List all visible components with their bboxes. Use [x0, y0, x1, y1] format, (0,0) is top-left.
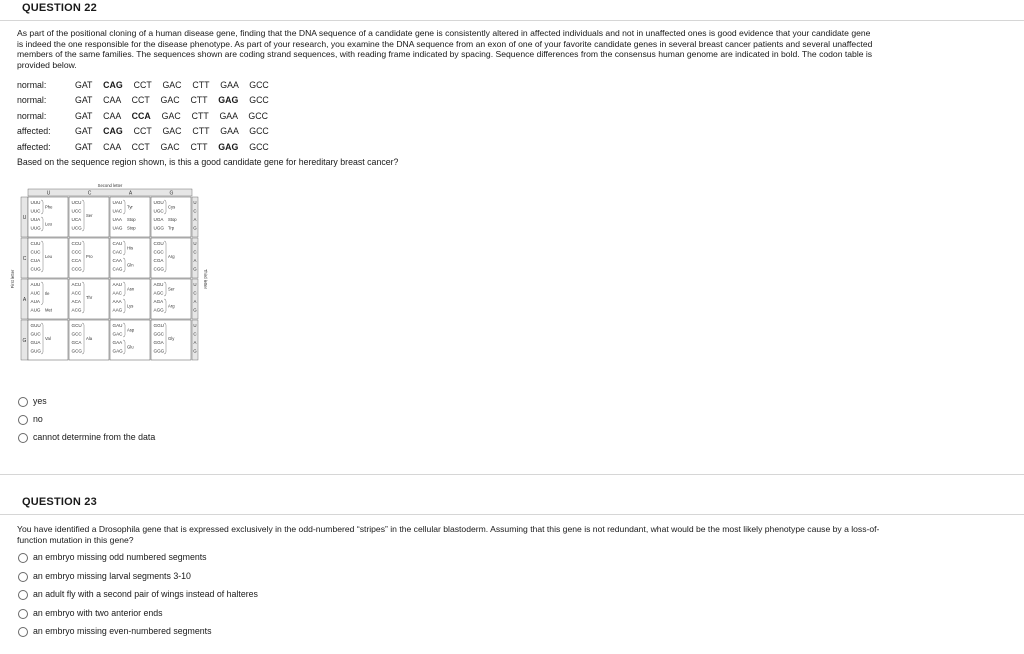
codon-label: UUU	[30, 200, 41, 205]
codon-label: CUU	[30, 241, 41, 246]
codon-label: AUC	[30, 290, 41, 296]
amino-acid-label: Stop	[127, 225, 136, 231]
codon: CAG	[103, 126, 123, 136]
option-label: an embryo with two anterior ends	[33, 608, 163, 618]
codon: CCT	[133, 80, 152, 90]
codon: GAC	[160, 142, 180, 152]
codon: GAG	[218, 142, 239, 152]
codon: GCC	[249, 126, 269, 136]
sequence-label: affected:	[17, 126, 51, 136]
radio-button[interactable]	[18, 397, 28, 407]
codon-label: UCC	[71, 208, 82, 214]
codon-label: GAU	[112, 323, 123, 328]
intro-line: As part of the positional cloning of a human disease gene, finding that the DNA sequence of a candidate gene is consistently altered in affected individuals and not in unaffected ones is good evidence that your candidate gene	[17, 28, 871, 38]
second-letter-label: G	[169, 190, 174, 197]
codon-label: GGC	[153, 331, 164, 337]
second-letter-label: A	[128, 190, 133, 197]
intro-line: is indeed the one responsible for the disease phenotype. As part of your research, you examine the DNA sequence from an exon of one of your favorite candidate genes in several breast cancer patients and several unaffected	[17, 38, 873, 49]
option-label: no	[33, 414, 43, 424]
codon: GAA	[219, 111, 238, 121]
sequence-codons	[75, 95, 269, 105]
third-letter-label: U	[193, 241, 197, 246]
first-letter-label: A	[22, 297, 27, 303]
codon-label: UUC	[30, 208, 41, 214]
codon-label: UGG	[153, 225, 164, 231]
codon-label: UCA	[71, 217, 82, 222]
codon-label: GCA	[71, 340, 82, 345]
first-letter-label: C	[22, 256, 27, 262]
third-letter-label: C	[193, 331, 197, 337]
option-label: an embryo missing odd numbered segments	[33, 552, 207, 562]
codon-label: ACC	[71, 290, 82, 296]
second-letter-header	[28, 189, 192, 196]
codon-label: CAG	[112, 266, 123, 272]
codon-label: GAC	[112, 331, 123, 337]
third-letter-label: G	[193, 225, 197, 231]
sequence-label: normal:	[17, 111, 47, 121]
codon: GAT	[75, 126, 93, 136]
amino-acid-label: Gln	[127, 262, 134, 268]
first-letter-label: G	[22, 338, 27, 344]
sequence-codons	[75, 126, 269, 136]
codon-label: AGU	[153, 282, 164, 287]
third-letter-label: A	[193, 299, 197, 304]
codon-label: UAC	[112, 208, 123, 214]
intro-line: provided below.	[17, 60, 77, 71]
codon-label: ACG	[71, 307, 82, 313]
sequence-label: affected:	[17, 142, 51, 152]
third-letter-label: C	[193, 290, 197, 296]
first-letter-title: First letter	[10, 269, 15, 289]
codon-label: GUC	[30, 331, 41, 337]
amino-acid-label: Trp	[168, 225, 175, 231]
codon-label: GAG	[112, 348, 123, 354]
question-22-intro	[17, 28, 1017, 71]
codon: GCC	[248, 111, 268, 121]
third-letter-label: A	[193, 340, 197, 345]
codon-label: ACU	[71, 282, 82, 287]
amino-acid-label: Ser	[86, 213, 93, 218]
amino-acid-label: Leu	[45, 221, 52, 227]
codon: CAA	[103, 95, 121, 105]
codon-label: AAA	[112, 299, 122, 304]
codon-label: GUG	[30, 348, 41, 354]
codon: GAA	[220, 80, 239, 90]
question-23-header	[0, 494, 1024, 515]
codon-label: AGC	[153, 290, 164, 296]
codon: CTT	[191, 111, 209, 121]
codon-table	[10, 181, 210, 381]
codon: GCC	[249, 80, 269, 90]
codon: CTT	[192, 80, 210, 90]
codon: GCC	[249, 95, 269, 105]
codon-label: CCC	[71, 249, 82, 255]
radio-button[interactable]	[18, 590, 28, 600]
codon: CCT	[131, 95, 150, 105]
question-line: You have identified a Drosophila gene that is expressed exclusively in the odd-numbered “stripes” in the cellular blastoderm. Assuming that this gene is not redundant, what would be the most likely phenotype cause by a loss-of-	[17, 524, 880, 534]
sequence-codons	[75, 142, 269, 152]
amino-acid-label: Tyr	[127, 204, 133, 210]
question-line: function mutation in this gene?	[17, 534, 134, 545]
codon: GAA	[220, 126, 239, 136]
third-letter-label: U	[193, 200, 197, 205]
codon-label: CCU	[71, 241, 82, 246]
third-letter-label: A	[193, 258, 197, 263]
codon: CTT	[190, 142, 208, 152]
third-letter-label: U	[193, 323, 197, 328]
amino-acid-label: Cys	[168, 204, 176, 210]
third-letter-label: G	[193, 266, 197, 272]
amino-acid-label: His	[127, 245, 134, 251]
codon-label: CCG	[71, 266, 82, 272]
intro-line: members of the same families. The sequences shown are coding strand sequences, with reading frame indicated by spacing. Sequence differences from the consensus human genome are indicated in bold. The codon table is	[17, 49, 873, 60]
amino-acid-label: Stop	[168, 217, 177, 222]
sequence-codons	[75, 111, 268, 121]
question-23-text	[17, 524, 1017, 545]
codon-label: UGU	[153, 200, 164, 205]
codon-label: UAA	[112, 217, 122, 222]
amino-acid-label: Ile	[45, 290, 50, 296]
codon: GAC	[160, 95, 180, 105]
codon-label: CCA	[71, 258, 82, 263]
option-label: cannot determine from the data	[33, 432, 156, 442]
second-letter-title: Second letter	[97, 183, 123, 188]
codon: CAA	[103, 111, 121, 121]
codon-label: AUA	[30, 299, 40, 304]
codon-label: CAU	[112, 241, 123, 246]
codon-label: GAA	[112, 340, 123, 345]
codon: CAG	[103, 80, 123, 90]
codon-label: ACA	[71, 299, 81, 304]
codon-label: UAU	[112, 200, 123, 205]
codon-label: GCU	[71, 323, 82, 328]
codon-label: CGC	[153, 249, 164, 255]
codon-label: CGG	[153, 266, 164, 272]
codon: GAT	[75, 111, 93, 121]
codon-label: CGU	[153, 241, 164, 246]
sequence-label: normal:	[17, 95, 47, 105]
question-23-title: QUESTION 23	[22, 496, 97, 508]
third-letter-label: A	[193, 217, 197, 222]
option-label: an embryo missing even-numbered segments	[33, 626, 212, 636]
codon: GAG	[218, 95, 239, 105]
amino-acid-label: Ala	[86, 336, 93, 341]
codon-label: UCG	[71, 225, 82, 231]
codon-label: UUA	[30, 217, 41, 222]
codon-label: CUG	[30, 266, 41, 272]
codon-label: AGG	[153, 307, 164, 313]
codon-label: GCC	[71, 331, 82, 337]
codon-label: AAG	[112, 307, 123, 313]
question-22-prompt: Based on the sequence region shown, is this a good candidate gene for hereditary breast cancer?	[17, 157, 399, 167]
third-letter-label: C	[193, 249, 197, 255]
amino-acid-label: Asp	[127, 327, 135, 333]
amino-acid-label: Leu	[45, 254, 52, 259]
amino-acid-label: Lys	[127, 303, 134, 309]
radio-button[interactable]	[18, 572, 28, 582]
question-divider	[0, 474, 1024, 475]
codon-label: CAA	[112, 258, 122, 263]
codon: CTT	[192, 126, 210, 136]
codon: GAC	[161, 111, 181, 121]
amino-acid-label: Val	[45, 336, 51, 341]
codon-label: AAC	[112, 290, 122, 296]
codon-label: GUU	[30, 323, 41, 328]
radio-button[interactable]	[18, 609, 28, 619]
codon-label: UGA	[153, 217, 164, 222]
codon-label: CGA	[153, 258, 164, 263]
codon-label: AAU	[112, 282, 122, 287]
third-letter-label: C	[193, 208, 197, 214]
amino-acid-label: Arg	[168, 303, 175, 309]
radio-button[interactable]	[18, 627, 28, 637]
question-22-title: QUESTION 22	[22, 2, 97, 14]
codon-label: GCG	[71, 348, 82, 354]
amino-acid-label: Asn	[127, 286, 135, 292]
codon: CCT	[131, 142, 150, 152]
codon-label: GGA	[153, 340, 164, 345]
codon: GAT	[75, 95, 93, 105]
amino-acid-label: Glu	[127, 344, 134, 350]
option-label: yes	[33, 396, 47, 406]
amino-acid-label: Met	[45, 307, 52, 313]
codon: GAC	[162, 80, 182, 90]
amino-acid-label: Ser	[168, 286, 175, 292]
second-letter-label: U	[46, 190, 51, 197]
codon-label: AGA	[153, 299, 164, 304]
codon: GAT	[75, 142, 93, 152]
amino-acid-label: Gly	[168, 336, 175, 341]
amino-acid-label: Arg	[168, 254, 175, 259]
sequence-codons	[75, 80, 269, 90]
codon-label: GGG	[153, 348, 165, 354]
amino-acid-label: Pro	[86, 254, 93, 259]
codon-label: GUA	[30, 340, 41, 345]
amino-acid-label: Phe	[45, 204, 53, 210]
codon: CCA	[131, 111, 151, 121]
amino-acid-label: Thr	[86, 295, 93, 300]
second-letter-label: C	[87, 190, 92, 197]
codon-label: CUA	[30, 258, 41, 263]
codon-label: UAG	[112, 225, 123, 231]
third-letter-title: Third letter	[203, 268, 208, 290]
codon-label: GGU	[153, 323, 164, 328]
codon-label: CUC	[30, 249, 41, 255]
codon: GCC	[249, 142, 269, 152]
codon-label: CAC	[112, 249, 123, 255]
third-letter-label: G	[193, 307, 197, 313]
codon: CTT	[190, 95, 208, 105]
radio-button[interactable]	[18, 415, 28, 425]
codon: CCT	[133, 126, 152, 136]
radio-button[interactable]	[18, 433, 28, 443]
option-label: an embryo missing larval segments 3-10	[33, 571, 191, 581]
codon-label: AUU	[30, 282, 41, 287]
question-22-header	[0, 0, 1024, 21]
codon-label: AUG	[30, 307, 41, 313]
sequence-label: normal:	[17, 80, 47, 90]
codon: CAA	[103, 142, 121, 152]
option-label: an adult fly with a second pair of wings instead of halteres	[33, 589, 258, 599]
third-letter-label: U	[193, 282, 197, 287]
codon-label: UGC	[153, 208, 164, 214]
radio-button[interactable]	[18, 553, 28, 563]
third-letter-label: G	[193, 348, 197, 354]
codon: GAC	[162, 126, 182, 136]
codon-label: UCU	[71, 200, 82, 205]
codon-label: UUG	[30, 225, 41, 231]
amino-acid-label: Stop	[127, 217, 136, 222]
first-letter-label: U	[22, 215, 27, 221]
codon: GAT	[75, 80, 93, 90]
